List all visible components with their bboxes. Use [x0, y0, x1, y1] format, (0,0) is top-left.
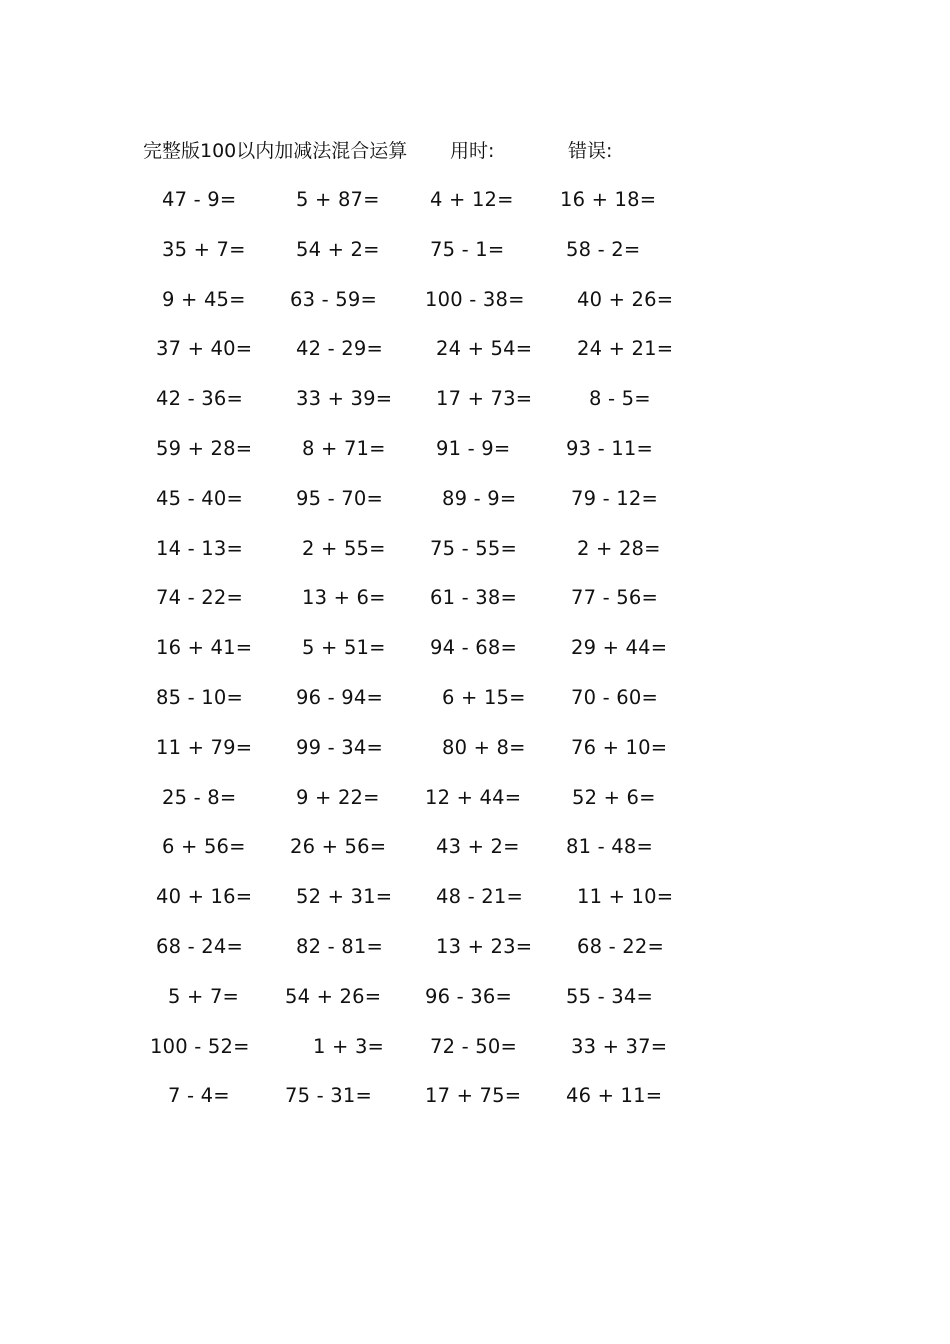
problem-cell: 75 - 31= — [285, 1084, 372, 1108]
problem-cell: 76 + 10= — [571, 735, 668, 759]
problem-cell: 75 - 1= — [430, 237, 505, 261]
problem-cell: 46 + 11= — [566, 1084, 663, 1108]
problem-cell: 79 - 12= — [571, 486, 658, 510]
problem-cell: 13 + 23= — [436, 934, 533, 958]
problem-cell: 100 - 38= — [425, 287, 525, 311]
problem-cell: 45 - 40= — [156, 486, 243, 510]
problem-cell: 24 + 54= — [436, 337, 533, 361]
problem-cell: 93 - 11= — [566, 436, 653, 460]
problem-cell: 37 + 40= — [156, 337, 253, 361]
problem-row — [0, 732, 950, 782]
problem-cell: 17 + 75= — [425, 1084, 522, 1108]
worksheet-title: 完整版100以内加减法混合运算 — [143, 140, 408, 162]
problem-cell: 6 + 15= — [442, 685, 526, 709]
problem-cell: 16 + 41= — [156, 636, 253, 660]
problem-cell: 70 - 60= — [571, 685, 658, 709]
problem-cell: 54 + 26= — [285, 984, 382, 1008]
problem-cell: 26 + 56= — [290, 835, 387, 859]
problem-cell: 96 - 94= — [296, 685, 383, 709]
problem-cell: 89 - 9= — [442, 486, 517, 510]
problem-row — [0, 881, 950, 931]
problem-row — [0, 184, 950, 234]
problem-cell: 16 + 18= — [560, 188, 657, 211]
problem-cell: 68 - 22= — [577, 934, 664, 958]
problem-cell: 59 + 28= — [156, 436, 253, 460]
problem-cell: 9 + 45= — [162, 287, 246, 311]
problem-cell: 1 + 3= — [313, 1034, 385, 1058]
problem-cell: 29 + 44= — [571, 636, 668, 660]
problem-cell: 7 - 4= — [168, 1084, 230, 1108]
problem-cell: 42 - 36= — [156, 387, 243, 411]
problem-cell: 33 + 37= — [571, 1034, 668, 1058]
problem-cell: 43 + 2= — [436, 835, 520, 859]
problem-row — [0, 831, 950, 881]
problem-cell: 5 + 51= — [302, 636, 386, 660]
problem-cell: 25 - 8= — [162, 785, 237, 809]
problem-row — [0, 632, 950, 682]
problem-cell: 40 + 16= — [156, 885, 253, 909]
problem-cell: 99 - 34= — [296, 735, 383, 759]
problem-cell: 9 + 22= — [296, 785, 380, 809]
problem-grid — [0, 184, 950, 1130]
problem-cell: 4 + 12= — [430, 188, 514, 211]
problem-row — [0, 333, 950, 383]
problem-cell: 85 - 10= — [156, 685, 243, 709]
problem-cell: 100 - 52= — [150, 1034, 250, 1058]
problem-cell: 11 + 10= — [577, 885, 674, 909]
problem-cell: 14 - 13= — [156, 536, 243, 560]
problem-cell: 11 + 79= — [156, 735, 253, 759]
problem-row — [0, 1080, 950, 1130]
time-label: 用时: — [450, 140, 495, 162]
problem-cell: 95 - 70= — [296, 486, 383, 510]
problem-cell: 74 - 22= — [156, 586, 243, 610]
problem-cell: 12 + 44= — [425, 785, 522, 809]
problem-cell: 75 - 55= — [430, 536, 517, 560]
problem-cell: 91 - 9= — [436, 436, 511, 460]
problem-cell: 5 + 87= — [296, 188, 380, 211]
problem-cell: 94 - 68= — [430, 636, 517, 660]
problem-cell: 72 - 50= — [430, 1034, 517, 1058]
problem-row — [0, 582, 950, 632]
problem-cell: 55 - 34= — [566, 984, 653, 1008]
worksheet-header — [143, 136, 663, 166]
problem-cell: 47 - 9= — [162, 188, 237, 211]
error-label: 错误: — [568, 140, 613, 162]
problem-cell: 17 + 73= — [436, 387, 533, 411]
problem-cell: 5 + 7= — [168, 984, 240, 1008]
problem-row — [0, 433, 950, 483]
problem-cell: 54 + 2= — [296, 237, 380, 261]
problem-cell: 24 + 21= — [577, 337, 674, 361]
problem-cell: 33 + 39= — [296, 387, 393, 411]
problem-row — [0, 284, 950, 334]
problem-cell: 42 - 29= — [296, 337, 383, 361]
problem-cell: 68 - 24= — [156, 934, 243, 958]
problem-cell: 13 + 6= — [302, 586, 386, 610]
problem-cell: 81 - 48= — [566, 835, 653, 859]
problem-row — [0, 533, 950, 583]
problem-cell: 82 - 81= — [296, 934, 383, 958]
problem-cell: 40 + 26= — [577, 287, 674, 311]
problem-cell: 80 + 8= — [442, 735, 526, 759]
problem-row — [0, 981, 950, 1031]
problem-cell: 96 - 36= — [425, 984, 512, 1008]
problem-cell: 61 - 38= — [430, 586, 517, 610]
problem-cell: 8 + 71= — [302, 436, 386, 460]
problem-cell: 63 - 59= — [290, 287, 377, 311]
problem-cell: 6 + 56= — [162, 835, 246, 859]
problem-cell: 2 + 28= — [577, 536, 661, 560]
problem-cell: 48 - 21= — [436, 885, 523, 909]
problem-cell: 77 - 56= — [571, 586, 658, 610]
problem-row — [0, 234, 950, 284]
problem-cell: 35 + 7= — [162, 237, 246, 261]
problem-cell: 58 - 2= — [566, 237, 641, 261]
problem-cell: 8 - 5= — [589, 387, 651, 411]
problem-row — [0, 1031, 950, 1081]
problem-cell: 2 + 55= — [302, 536, 386, 560]
problem-row — [0, 682, 950, 732]
problem-row — [0, 483, 950, 533]
problem-cell: 52 + 6= — [572, 785, 656, 809]
problem-cell: 52 + 31= — [296, 885, 393, 909]
problem-row — [0, 383, 950, 433]
problem-row — [0, 931, 950, 981]
problem-row — [0, 782, 950, 832]
